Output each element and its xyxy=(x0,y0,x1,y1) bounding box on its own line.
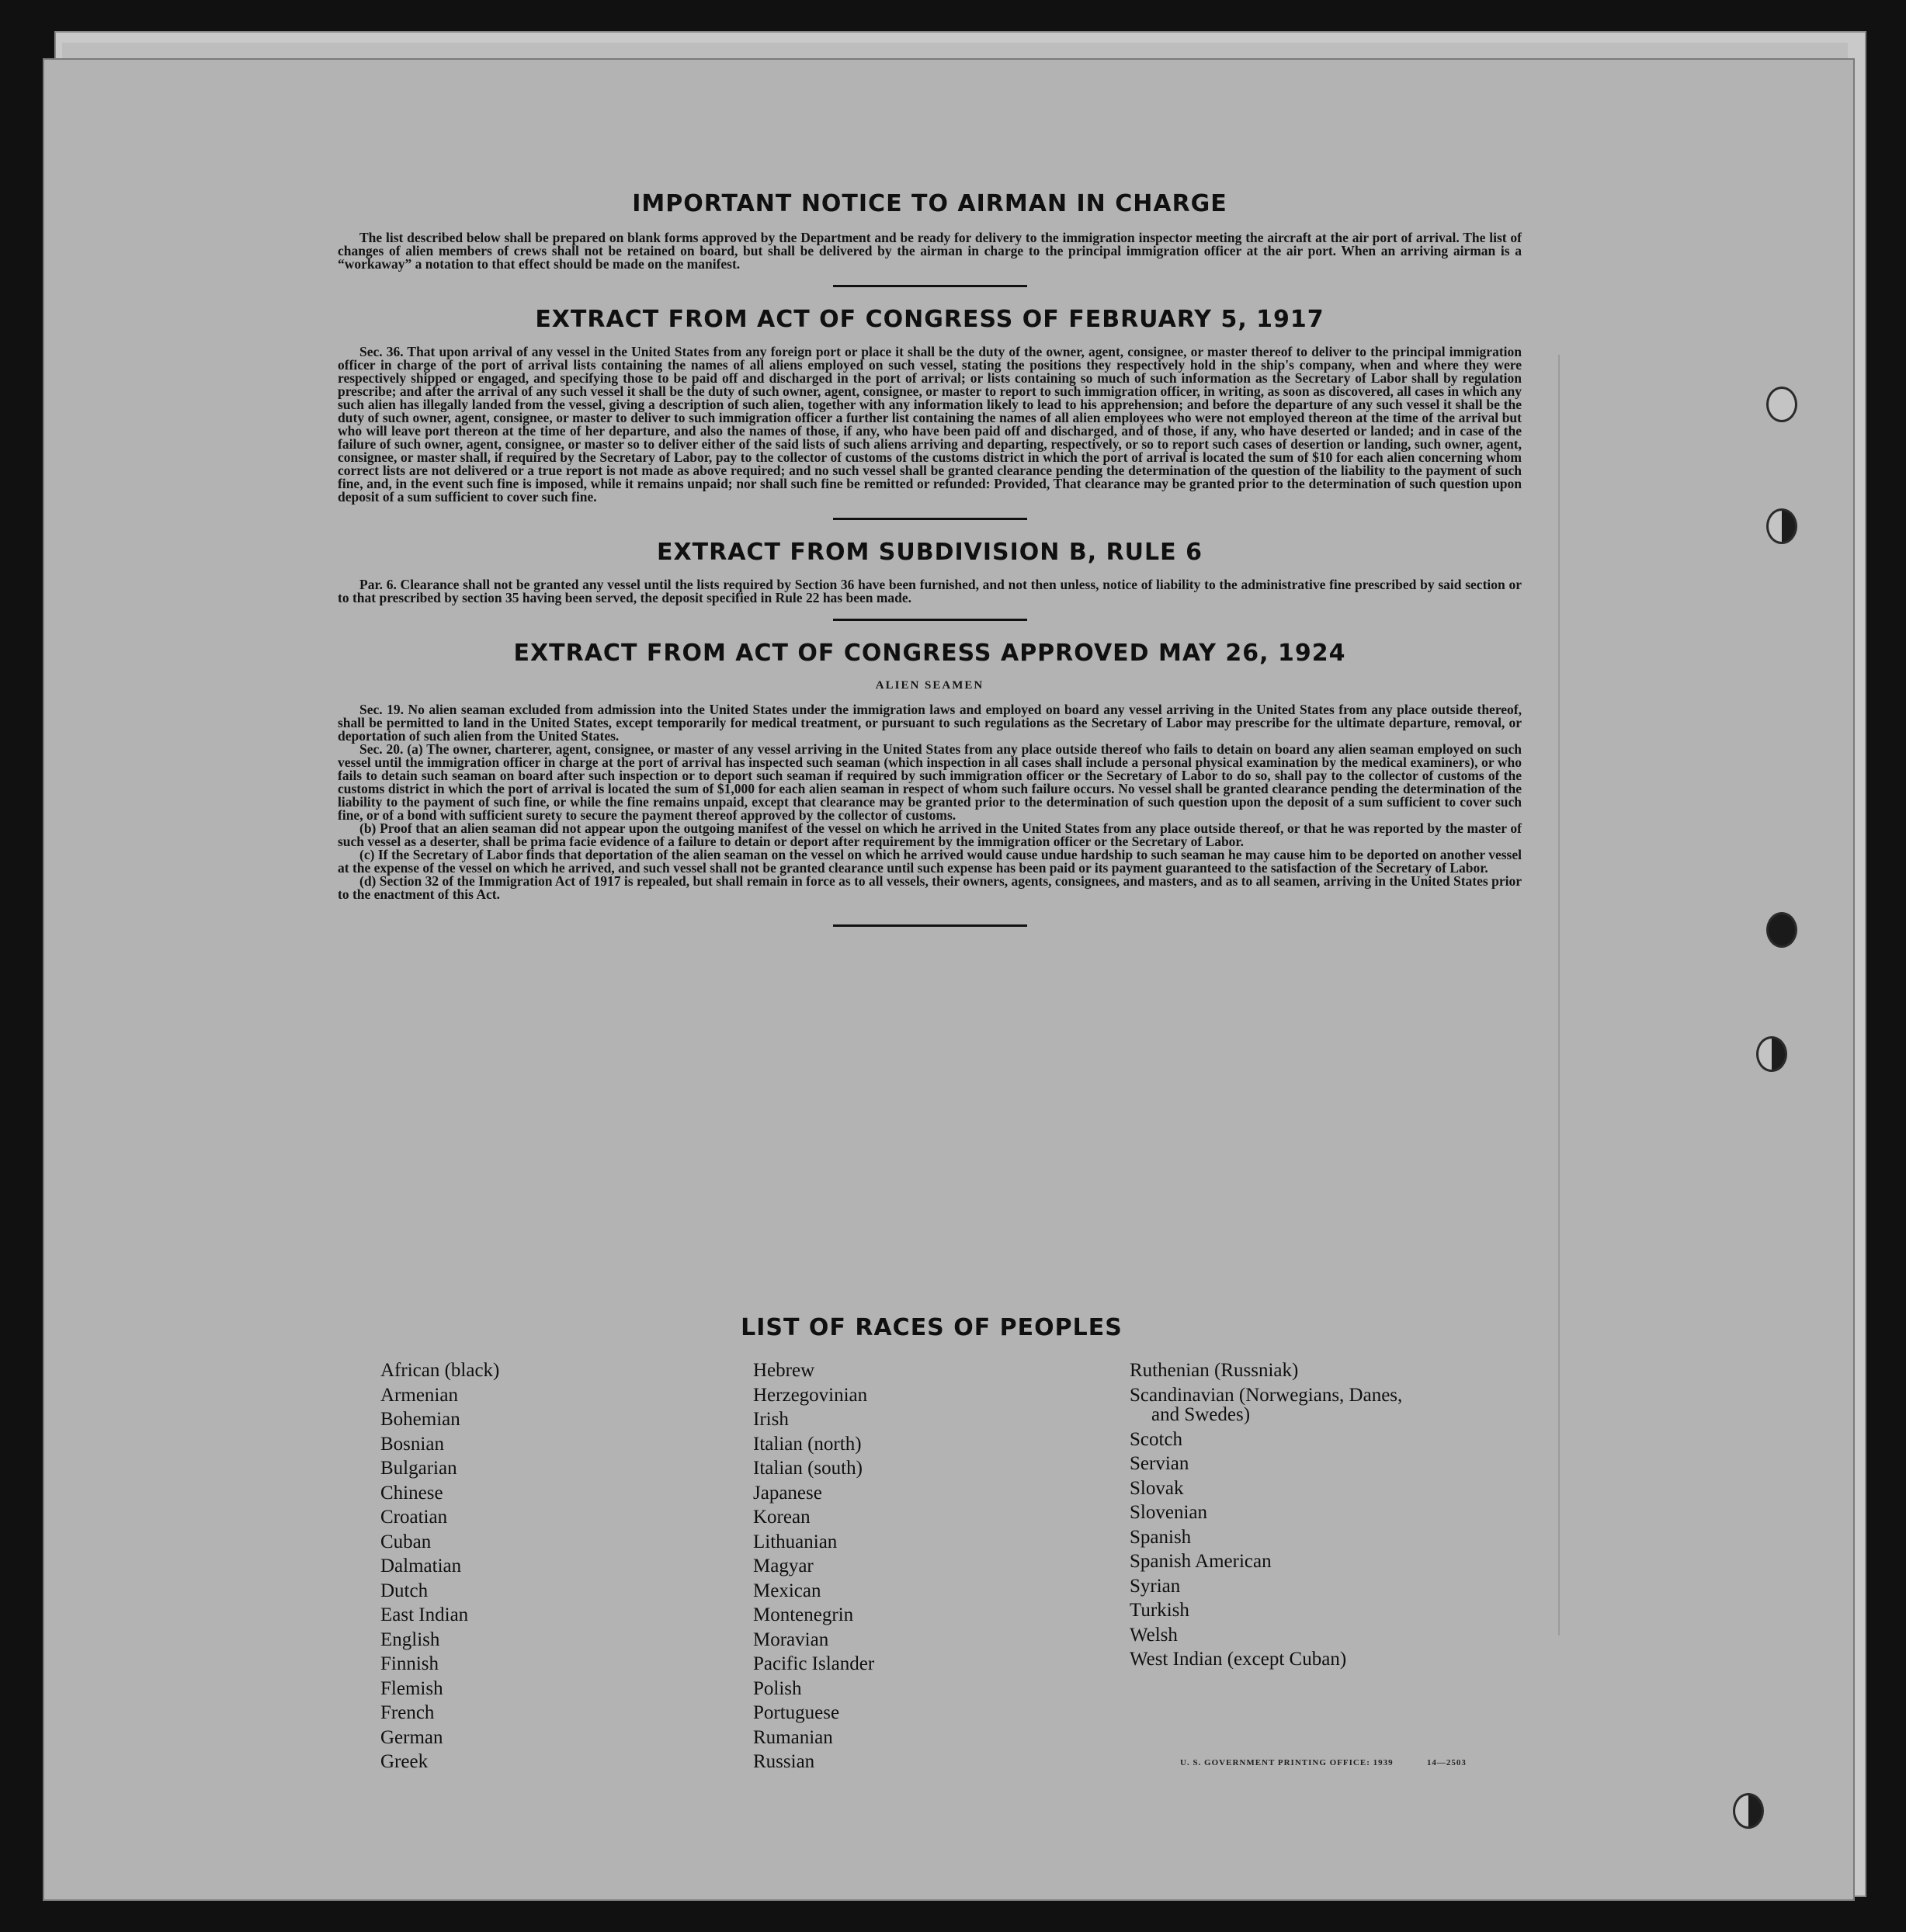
divider xyxy=(833,924,1027,927)
races-list xyxy=(380,1314,1483,1785)
rule-6-title: EXTRACT FROM SUBDIVISION B, RULE 6 xyxy=(657,539,1203,566)
race-item: Moravian xyxy=(753,1628,829,1650)
divider xyxy=(833,285,1027,287)
punch-hole xyxy=(1766,508,1797,544)
race-item: Mexican xyxy=(753,1580,821,1601)
race-item: Dalmatian xyxy=(380,1556,462,1576)
race-item: Bulgarian xyxy=(380,1458,457,1479)
race-item: African (black) xyxy=(380,1360,500,1381)
notice-title: IMPORTANT NOTICE TO AIRMAN IN CHARGE xyxy=(632,190,1227,217)
race-item: Welsh xyxy=(1130,1624,1178,1646)
race-item: Rumanian xyxy=(753,1726,833,1748)
race-item: Slovenian xyxy=(1130,1502,1207,1523)
race-item: Hebrew xyxy=(753,1360,815,1381)
punch-hole xyxy=(1766,387,1797,422)
race-item: Lithuanian xyxy=(753,1531,838,1552)
race-item-cont: and Swedes) xyxy=(1151,1404,1251,1425)
race-item: Japanese xyxy=(753,1482,822,1504)
race-item: Portuguese xyxy=(753,1702,840,1723)
printer-line: U. S. GOVERNMENT PRINTING OFFICE: 1939 xyxy=(1180,1758,1394,1767)
notice-content xyxy=(338,190,1522,945)
bleed-through-rule xyxy=(1558,355,1561,1635)
divider xyxy=(833,619,1027,621)
race-item: Armenian xyxy=(380,1384,458,1406)
race-item: East Indian xyxy=(380,1604,469,1625)
sec-20c-text: (c) If the Secretary of Labor finds that deportation of the alien seaman on the vessel on which he arrived would cause undue hardship to such seaman he may cause him to be deported on another vessel at the expense of the vessel on which he arrived, and such vessel shall not be granted clearance until such expense has been paid or its payment guaranteed to the satisfaction of the Secretary of Labor. xyxy=(338,847,1522,876)
race-item: Italian (north) xyxy=(753,1433,862,1455)
race-item: Slovak xyxy=(1130,1477,1184,1499)
punch-hole xyxy=(1733,1793,1764,1829)
act-1924-subtitle: ALIEN SEAMEN xyxy=(875,679,984,692)
race-item: Magyar xyxy=(753,1556,814,1576)
notice-text: The list described below shall be prepared on blank forms approved by the Department and be ready for delivery to the immigration inspector meeting the aircraft at the air port of arrival. The list of changes of alien members of crews shall not be retained on board, but shall be delivered by the airman in charge to the principal immigration officer at the air port. When an arriving airman is a “workaway” a notation to that effect should be made on the manifest. xyxy=(338,230,1522,272)
sec-20b-text: (b) Proof that an alien seaman did not appear upon the outgoing manifest of the vessel on which he arrived in the United States from any place outside thereof, or that he was reported by the master of such vessel as a deserter, shall be prima facie evidence of a failure to detain or deport after requirement by the immigration officer or the Secretary of Labor. xyxy=(338,820,1522,849)
race-item: English xyxy=(380,1628,440,1650)
race-item: French xyxy=(380,1702,435,1723)
race-item: Cuban xyxy=(380,1531,432,1552)
races-column-3 xyxy=(1130,1358,1402,1672)
race-item: Irish xyxy=(753,1409,789,1430)
sec-19-text: Sec. 19. No alien seaman excluded from admission into the United States under the immigration laws and employed on board any vessel arriving in the United States from any place outside thereof, shall be permitted to land in the United States, except temporarily for medical treatment, or pursuant to such regulations as the Secretary of Labor may prescribe for the ultimate departure, removal, or deportation of such alien from the United States. xyxy=(338,702,1522,744)
act-1917-title: EXTRACT FROM ACT OF CONGRESS OF FEBRUARY 5, 1917 xyxy=(535,306,1324,333)
punch-hole xyxy=(1756,1036,1787,1072)
race-item: German xyxy=(380,1726,443,1748)
race-item: Korean xyxy=(753,1507,811,1528)
race-item: Bosnian xyxy=(380,1433,444,1455)
form-number: 14—2503 xyxy=(1426,1758,1467,1767)
race-item: Scotch xyxy=(1130,1428,1183,1450)
race-item: Pacific Islander xyxy=(753,1653,875,1674)
race-item: Scandinavian (Norwegians, Danes, xyxy=(1130,1384,1403,1406)
race-item: Montenegrin xyxy=(753,1604,854,1625)
races-title: LIST OF RACES OF PEOPLES xyxy=(741,1314,1123,1341)
punch-hole xyxy=(1766,912,1797,948)
race-item: Syrian xyxy=(1130,1575,1181,1597)
race-item: Ruthenian (Russniak) xyxy=(1130,1360,1299,1381)
rule-6-text: Par. 6. Clearance shall not be granted any vessel until the lists required by Section 36 have been furnished, and not then unless, notice of liability to the administrative fine prescribed by said section or to that prescribed by section 35 having been served, the deposit specified in Rule 22 has been made. xyxy=(338,577,1522,605)
sec-20d-text: (d) Section 32 of the Immigration Act of 1917 is repealed, but shall remain in force as to all vessels, their owners, agents, consignees, and masters, and as to all seamen, arriving in the United States prior to the enactment of this Act. xyxy=(338,873,1522,902)
races-column-2 xyxy=(753,1358,874,1774)
race-item: West Indian (except Cuban) xyxy=(1130,1649,1347,1670)
act-1924-title: EXTRACT FROM ACT OF CONGRESS APPROVED MAY 26, 1924 xyxy=(513,640,1346,667)
race-item: Bohemian xyxy=(380,1409,460,1430)
race-item: Dutch xyxy=(380,1580,429,1601)
race-item: Italian (south) xyxy=(753,1458,863,1479)
race-item: Greek xyxy=(380,1751,429,1772)
printer-imprint xyxy=(1180,1758,1467,1767)
race-item: Chinese xyxy=(380,1482,443,1504)
race-item: Flemish xyxy=(380,1677,443,1699)
sec-20a-text: Sec. 20. (a) The owner, charterer, agent, consignee, or master of any vessel arriving in the United States from any place outside thereof who fails to detain on board any alien seaman employed on such vessel until the immigration officer in charge at the port of arrival has inspected such seaman (which inspection in all cases shall include a personal physical examination by the medical examiners), or who fails to detain such seaman on board after such inspection or to deport such seaman if required by such immigration officer or the Secretary of Labor to do so, shall pay to the collector of customs of the customs district in which the port of arrival is located the sum of $1,000 for each alien seaman in respect of whom such failure occurs. No vessel shall be granted clearance pending the determination of the liability to the payment of such fine, or while the fine remains unpaid, except that clearance may be granted prior to the determination of such question upon the deposit of a sum sufficient to cover such fine, or of a bond with sufficient surety to secure the payment thereof approved by the collector of customs. xyxy=(338,741,1522,823)
race-item: Polish xyxy=(753,1677,802,1699)
race-item: Herzegovinian xyxy=(753,1384,868,1406)
race-item: Russian xyxy=(753,1751,815,1772)
divider xyxy=(833,518,1027,520)
race-item: Turkish xyxy=(1130,1600,1189,1621)
race-item: Finnish xyxy=(380,1653,439,1674)
race-item: Servian xyxy=(1130,1453,1189,1474)
race-item: Croatian xyxy=(380,1507,448,1528)
race-item: Spanish xyxy=(1130,1526,1192,1548)
act-1917-text: Sec. 36. That upon arrival of any vessel in the United States from any foreign port or place it shall be the duty of the owner, agent, consignee, or master thereof to deliver to the principal immigration officer in charge of the port of arrival lists containing the names of all aliens employed on such vessel, stating the positions they respectively hold in the ship's company, when and where they were respectively shipped or engaged, and specifying those to be paid off and discharged in the port of arrival; or lists containing so much of such information as the Secretary of Labor shall by regulation prescribe; and after the arrival of any such vessel it shall be the duty of such owner, agent, consignee, or master to report to such immigration officer, in writing, as soon as discovered, all cases in which any such alien has illegally landed from the vessel, giving a description of such alien, together with any information likely to lead to his apprehension; and before the departure of any such vessel it shall be the duty of such owner, agent, consignee, or master to deliver to such immigration officer a further list containing the names of all alien employees who were not employed thereon at the time of the arrival but who will leave port thereon at the time of her departure, and also the names of those, if any, who have been paid off and discharged, and of those, if any, who have deserted or landed; and in case of the failure of such owner, agent, consignee, or master so to deliver either of the said lists of such aliens arriving and departing, respectively, or so to report such cases of desertion or landing, such owner, agent, consignee, or master shall, if required by the Secretary of Labor, pay to the collector of customs of the customs district in which the port of arrival is located the sum of $10 for each alien concerning whom correct lists are not delivered or a true report is not made as above required; and no such vessel shall be granted clearance pending the determination of the question of the liability to the payment of such fine, and, in the event such fine is imposed, while it remains unpaid; nor shall such fine be remitted or refunded: Provided, That clearance may be granted prior to the determination of such question upon deposit of a sum sufficient to cover such fine. xyxy=(338,344,1522,505)
race-item: Spanish American xyxy=(1130,1551,1272,1572)
races-column-1 xyxy=(380,1358,499,1774)
